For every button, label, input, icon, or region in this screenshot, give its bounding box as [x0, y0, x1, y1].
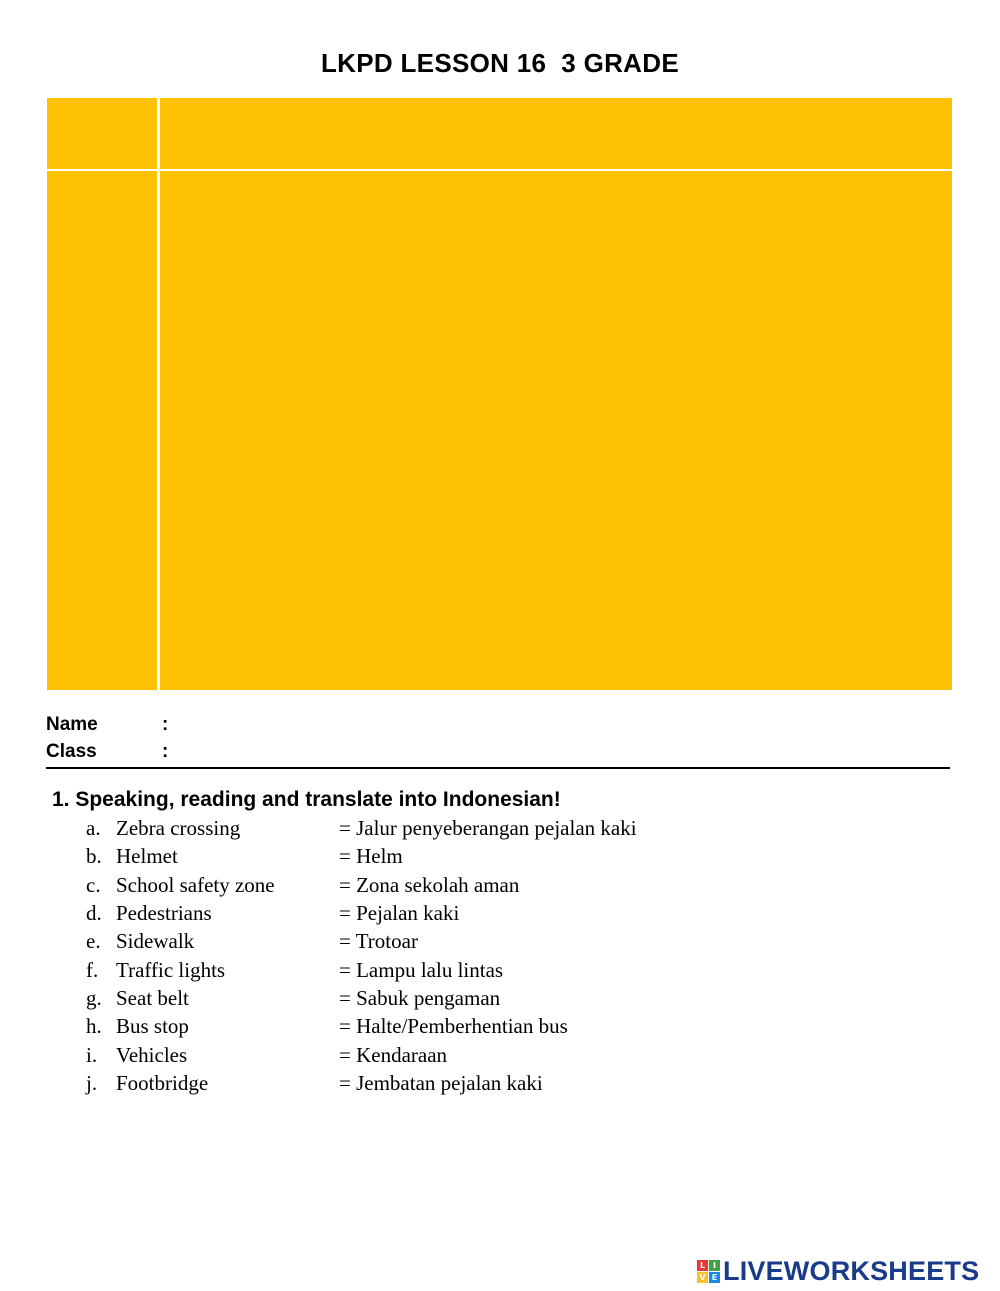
banner-divider-vertical — [157, 98, 160, 690]
liveworksheets-logo — [697, 1254, 979, 1288]
info-divider — [46, 767, 950, 769]
item-letter: h. — [86, 1014, 102, 1038]
list-item — [0, 1043, 1000, 1071]
item-term: School safety zone — [116, 873, 275, 897]
item-letter: b. — [86, 844, 102, 868]
item-term: Bus stop — [116, 1014, 189, 1038]
item-letter: g. — [86, 986, 102, 1010]
list-item — [0, 873, 1000, 901]
name-separator: : — [162, 714, 169, 735]
item-term: Pedestrians — [116, 901, 212, 925]
item-term: Helmet — [116, 844, 178, 868]
item-letter: j. — [86, 1071, 98, 1095]
logo-block: V — [697, 1272, 708, 1283]
list-item — [0, 986, 1000, 1014]
list-item — [0, 901, 1000, 929]
exercise-question: 1. Speaking, reading and translate into Indonesian! — [52, 788, 561, 811]
item-term: Seat belt — [116, 986, 189, 1010]
logo-blocks-icon — [697, 1260, 720, 1283]
item-translation: = Jembatan pejalan kaki — [339, 1071, 543, 1095]
item-letter: c. — [86, 873, 101, 897]
item-letter: e. — [86, 929, 101, 953]
header-banner — [47, 98, 952, 690]
logo-block: E — [709, 1272, 720, 1283]
list-item — [0, 1071, 1000, 1099]
item-term: Footbridge — [116, 1071, 209, 1095]
item-term: Vehicles — [116, 1043, 188, 1067]
item-translation: = Helm — [339, 844, 403, 868]
item-translation: = Kendaraan — [339, 1043, 448, 1067]
list-item — [0, 844, 1000, 872]
item-term: Zebra crossing — [116, 816, 241, 840]
logo-block: L — [697, 1260, 708, 1271]
item-term: Traffic lights — [116, 958, 226, 982]
item-letter: a. — [86, 816, 101, 840]
list-item — [0, 958, 1000, 986]
name-label: Name — [46, 714, 98, 735]
class-separator: : — [162, 741, 169, 762]
item-translation: = Sabuk pengaman — [339, 986, 501, 1010]
item-translation: = Pejalan kaki — [339, 901, 460, 925]
list-item — [0, 1014, 1000, 1042]
banner-divider-horizontal — [47, 169, 952, 171]
class-label: Class — [46, 741, 97, 762]
item-translation: = Zona sekolah aman — [339, 873, 520, 897]
list-item — [0, 816, 1000, 844]
item-term: Sidewalk — [116, 929, 195, 953]
item-letter: d. — [86, 901, 102, 925]
item-letter: i. — [86, 1043, 98, 1067]
list-item — [0, 929, 1000, 957]
logo-text: LIVEWORKSHEETS — [723, 1255, 980, 1286]
item-translation: = Lampu lalu lintas — [339, 958, 504, 982]
item-translation: = Jalur penyeberangan pejalan kaki — [339, 816, 637, 840]
item-translation: = Halte/Pemberhentian bus — [339, 1014, 568, 1038]
item-letter: f. — [86, 958, 99, 982]
item-translation: = Trotoar — [339, 929, 418, 953]
page-title: LKPD LESSON 16 3 GRADE — [321, 48, 679, 78]
logo-block: I — [709, 1260, 720, 1271]
